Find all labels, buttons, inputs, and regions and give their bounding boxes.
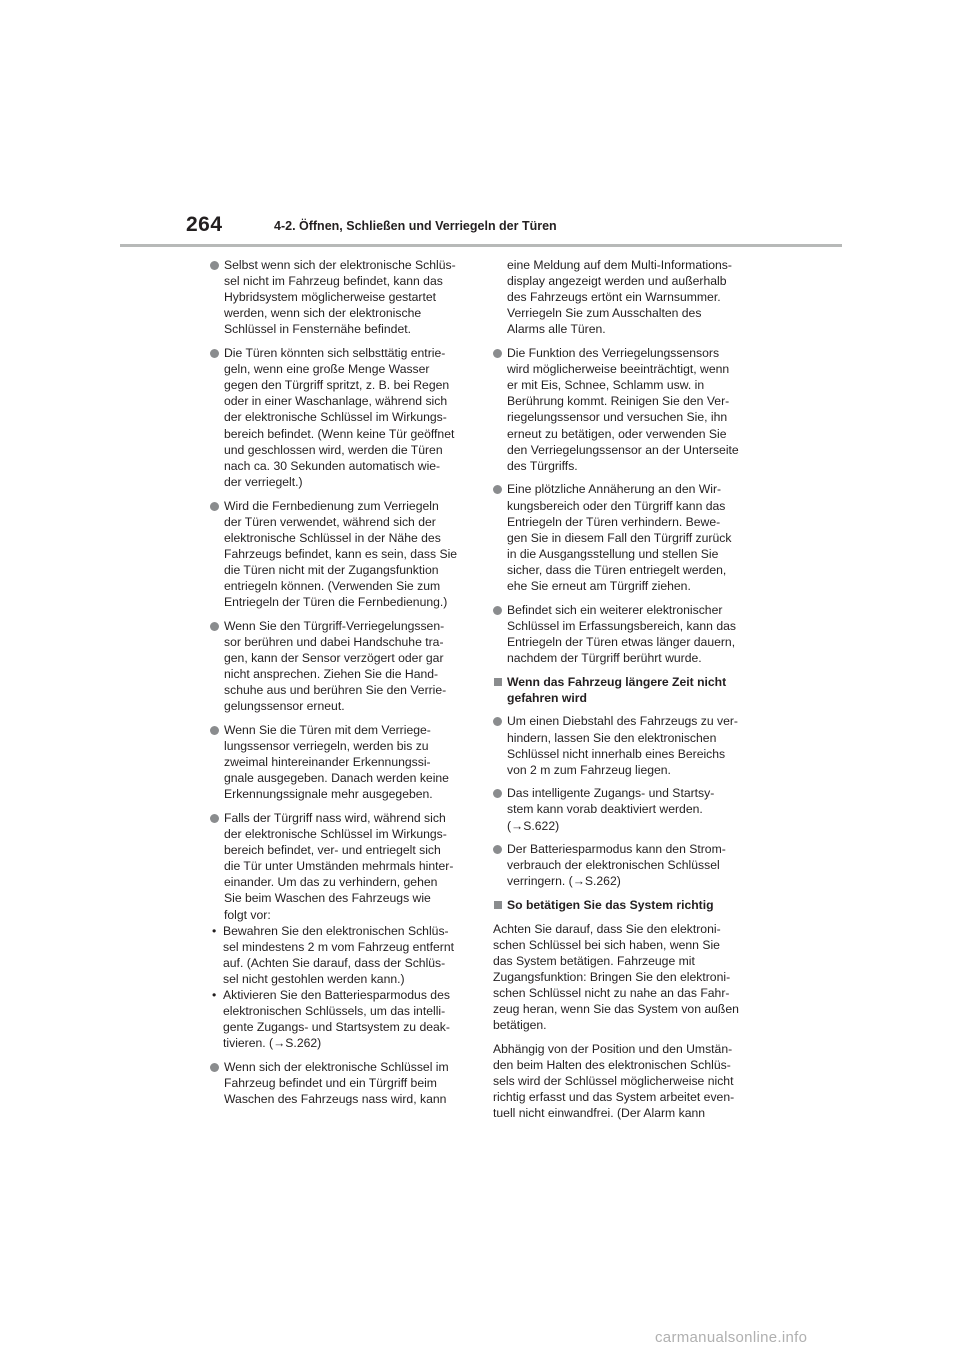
text-line: Schlüssel nicht innerhalb eines Bereichs xyxy=(507,746,726,761)
bullet-circle-icon xyxy=(493,349,502,358)
text-line: hindern, lassen Sie den elektronischen xyxy=(507,730,717,745)
heading-line: Wenn das Fahrzeug längere Zeit nicht xyxy=(507,674,727,689)
text-line: des Fahrzeugs ertönt ein Warnsummer. xyxy=(507,290,721,305)
text-line: Die Funktion des Verriegelungssensors xyxy=(507,346,720,361)
text-line: schen Schlüssel nicht zu nahe an das Fahr- xyxy=(493,986,730,1001)
text-line: nicht ansprechen. Ziehen Sie die Hand- xyxy=(224,667,439,682)
bullet-circle-icon xyxy=(210,814,219,823)
text-line: lungssensor verriegeln, werden bis zu xyxy=(224,739,429,753)
page-number: 264 xyxy=(186,213,223,236)
heading-line: gefahren wird xyxy=(507,690,587,705)
bullet-circle-icon xyxy=(210,726,219,735)
bullet-circle-icon xyxy=(493,717,502,726)
text-line: Alarms alle Türen. xyxy=(507,322,606,337)
text-line: Falls der Türgriff nass wird, während sich xyxy=(224,810,446,825)
bullet-circle-icon xyxy=(210,349,219,358)
bullet-circle-icon xyxy=(493,845,502,854)
text-line: zeug heran, wenn Sie das System von außen xyxy=(493,1002,739,1017)
text-line: Schlüssel in Fensternähe befindet. xyxy=(224,322,411,337)
text-line: Die Türen könnten sich selbsttätig entrie- xyxy=(224,346,446,361)
heading-square-icon xyxy=(494,901,502,909)
bullet-paragraph xyxy=(210,618,468,715)
page-reference: tivieren. (→S.262) xyxy=(223,1036,322,1051)
text-line: zweimal hintereinander Erkennungssi- xyxy=(224,755,431,770)
text-line: sicher, dass die Türen entriegelt werden, xyxy=(507,562,727,577)
text-line: bereich befindet. (Wenn keine Tür geöffnet xyxy=(224,426,455,441)
sub-bullet xyxy=(210,987,468,1051)
text-line: Eine plötzliche Annäherung an den Wir- xyxy=(507,482,722,497)
text-line: gen, kann der Sensor verzögert oder gar xyxy=(224,650,444,665)
body-paragraph xyxy=(493,1041,751,1121)
text-line: erneut zu betätigen, oder verwenden Sie xyxy=(507,426,727,441)
text-line: Wenn sich der elektronische Schlüssel im xyxy=(224,1059,449,1074)
section-heading xyxy=(493,897,751,913)
text-line: Fahrzeugs befindet, kann es sein, dass Sie xyxy=(224,546,458,561)
bullet-paragraph xyxy=(493,345,751,474)
text-line: tuell nicht einwandfrei. (Der Alarm kann xyxy=(493,1106,706,1121)
text-line: das System betätigen. Fahrzeuge mit xyxy=(493,954,695,968)
text-line: Entriegeln der Türen verhindern. Bewe- xyxy=(507,514,721,529)
text-line: Schlüssel im Erfassungsbereich, kann das xyxy=(507,618,736,633)
text-line: oder in einer Waschanlage, während sich xyxy=(224,394,448,409)
bullet-circle-icon xyxy=(493,789,502,798)
text-line: des Türgriffs. xyxy=(507,458,578,473)
text-line: Um einen Diebstahl des Fahrzeugs zu ver- xyxy=(507,714,738,729)
section-heading xyxy=(493,674,751,706)
text-line: folgt vor: xyxy=(224,907,271,922)
text-line: Waschen des Fahrzeugs nass wird, kann xyxy=(224,1092,447,1107)
text-line: verbrauch der elektronischen Schlüssel xyxy=(507,858,720,873)
text-line: gen Sie in diesem Fall den Türgriff zurück xyxy=(507,530,732,545)
text-line: schen Schlüssel bei sich haben, wenn Sie xyxy=(493,937,720,952)
text-line: sor berühren und dabei Handschuhe tra- xyxy=(224,634,444,649)
sub-bullet xyxy=(210,923,468,987)
text-line: Abhängig von der Position und den Umstän- xyxy=(493,1042,733,1057)
bullet-circle-icon xyxy=(493,485,502,494)
text-line: wird möglicherweise beeinträchtigt, wenn xyxy=(507,362,730,377)
text-line: gnale ausgegeben. Danach werden keine xyxy=(224,771,449,786)
header-divider xyxy=(120,244,842,247)
text-line: betätigen. xyxy=(493,1018,547,1033)
text-line: nachdem der Türgriff berührt wurde. xyxy=(507,650,702,665)
text-line: werden, wenn sich der elektronische xyxy=(224,306,422,321)
right-column xyxy=(493,257,751,1129)
heading-square-icon xyxy=(494,678,502,686)
text-line: sel mindestens 2 m vom Fahrzeug entfernt xyxy=(223,939,454,954)
watermark: carmanualsonline.info xyxy=(655,1329,808,1346)
sub-bullet-dot: • xyxy=(212,923,217,938)
bullet-circle-icon xyxy=(210,502,219,511)
text-line: Befindet sich ein weiterer elektronischer xyxy=(507,602,723,617)
text-line: display angezeigt werden und außerhalb xyxy=(507,274,727,289)
text-line: geln, wenn eine große Menge Wasser xyxy=(224,362,430,377)
text-line: Sie beim Waschen des Fahrzeugs wie xyxy=(224,891,431,906)
text-line: der verriegelt.) xyxy=(224,474,303,489)
bullet-paragraph xyxy=(493,713,751,777)
text-line: Wenn Sie die Türen mit dem Verriege- xyxy=(224,722,431,737)
bullet-paragraph xyxy=(210,722,468,802)
text-line: Wenn Sie den Türgriff-Verriegelungssen- xyxy=(224,618,445,633)
text-line: kungsbereich oder den Türgriff kann das xyxy=(507,498,726,513)
text-line: sel nicht gestohlen werden kann.) xyxy=(223,971,405,986)
bullet-paragraph xyxy=(210,345,468,490)
text-line: Das intelligente Zugangs- und Startsy- xyxy=(507,786,715,801)
bullet-paragraph xyxy=(493,785,751,833)
bullet-circle-icon xyxy=(210,1063,219,1072)
bullet-paragraph xyxy=(210,810,468,923)
bullet-paragraph xyxy=(493,481,751,594)
text-line: und geschlossen wird, werden die Türen xyxy=(224,442,443,457)
text-line: schuhe aus und berühren Sie den Verrie- xyxy=(224,683,447,698)
text-line: Erkennungssignale mehr ausgegeben. xyxy=(224,787,433,802)
text-line: richtig erfasst und das System arbeitet even- xyxy=(493,1090,735,1105)
text-line: Aktivieren Sie den Batteriesparmodus des xyxy=(223,988,450,1002)
text-line: Achten Sie darauf, dass Sie den elektroni- xyxy=(493,921,721,936)
text-line: gente Zugangs- und Startsystem zu deak- xyxy=(223,1020,450,1035)
text-line: Bewahren Sie den elektronischen Schlüs- xyxy=(223,923,449,938)
heading-line: So betätigen Sie das System richtig xyxy=(507,898,714,913)
bullet-paragraph xyxy=(210,257,468,337)
text-line: eine Meldung auf dem Multi-Informations- xyxy=(507,258,732,272)
text-line: Wird die Fernbedienung zum Verriegeln xyxy=(224,498,439,513)
text-line: von 2 m zum Fahrzeug liegen. xyxy=(507,762,671,777)
text-line: sel nicht im Fahrzeug befindet, kann das xyxy=(224,274,443,289)
text-line: in die Ausgangsstellung und stellen Sie xyxy=(507,546,719,561)
bullet-circle-icon xyxy=(210,622,219,631)
left-column xyxy=(210,257,468,1115)
continued-paragraph xyxy=(493,257,751,337)
text-line: stem kann vorab deaktiviert werden. xyxy=(507,802,703,817)
bullet-paragraph xyxy=(210,498,468,611)
text-line: bereich befindet, ver- und entriegelt sich xyxy=(224,843,441,858)
bullet-paragraph xyxy=(493,841,751,889)
text-line: er mit Eis, Schnee, Schlamm usw. in xyxy=(507,378,705,393)
text-line: den beim Halten des elektronischen Schlüs- xyxy=(493,1058,731,1073)
text-line: Selbst wenn sich der elektronische Schlüs- xyxy=(224,258,456,272)
bullet-paragraph xyxy=(493,602,751,666)
text-line: der Türen verwendet, während sich der xyxy=(224,514,436,529)
text-line: auf. (Achten Sie darauf, dass der Schlüs- xyxy=(223,955,446,970)
text-line: einander. Um das zu verhindern, gehen xyxy=(224,875,438,890)
text-line: entriegeln können. (Verwenden Sie zum xyxy=(224,578,441,593)
text-line: riegelungssensor und versuchen Sie, ihn xyxy=(507,410,728,425)
text-line: Entriegeln der Türen die Fernbedienung.) xyxy=(224,595,448,610)
text-line: elektronische Schlüssel in der Nähe des xyxy=(224,530,441,545)
text-line: ehe Sie erneut am Türgriff ziehen. xyxy=(507,578,691,593)
sub-bullet-dot: • xyxy=(212,988,217,1002)
text-line: nach ca. 30 Sekunden automatisch wie- xyxy=(224,458,441,473)
text-line: elektronischen Schlüssels, um das intelli- xyxy=(223,1004,446,1019)
text-line: gelungssensor erneut. xyxy=(224,699,345,714)
text-line: Der Batteriesparmodus kann den Strom- xyxy=(507,842,726,857)
text-line: Hybridsystem möglicherweise gestartet xyxy=(224,290,437,305)
text-line: der elektronische Schlüssel im Wirkungs- xyxy=(224,827,447,842)
text-line: Zugangsfunktion: Bringen Sie den elektroni- xyxy=(493,970,731,985)
section-title: 4-2. Öffnen, Schließen und Verriegeln der Türen xyxy=(274,219,557,233)
text-line: Fahrzeug befindet und ein Türgriff beim xyxy=(224,1076,437,1091)
bullet-paragraph xyxy=(210,1059,468,1107)
text-line: die Tür unter Umständen mehrmals hinter- xyxy=(224,859,454,874)
text-line: Berührung kommt. Reinigen Sie den Ver- xyxy=(507,394,730,409)
text-line: gegen den Türgriff spritzt, z. B. bei Regen xyxy=(224,378,450,393)
text-line: verringern. (→S.262) xyxy=(507,874,621,889)
text-line: den Verriegelungssensor an der Unterseite xyxy=(507,442,739,457)
page-reference: (→S.622) xyxy=(507,818,560,833)
body-paragraph xyxy=(493,921,751,1034)
bullet-circle-icon xyxy=(493,606,502,615)
text-line: der elektronische Schlüssel im Wirkungs- xyxy=(224,410,447,425)
text-line: Entriegeln der Türen etwas länger dauern, xyxy=(507,634,736,649)
text-line: sels wird der Schlüssel möglicherweise nicht xyxy=(493,1074,734,1089)
bullet-circle-icon xyxy=(210,261,219,270)
text-line: die Türen nicht mit der Zugangsfunktion xyxy=(224,562,439,577)
text-line: Verriegeln Sie zum Ausschalten des xyxy=(507,306,702,321)
